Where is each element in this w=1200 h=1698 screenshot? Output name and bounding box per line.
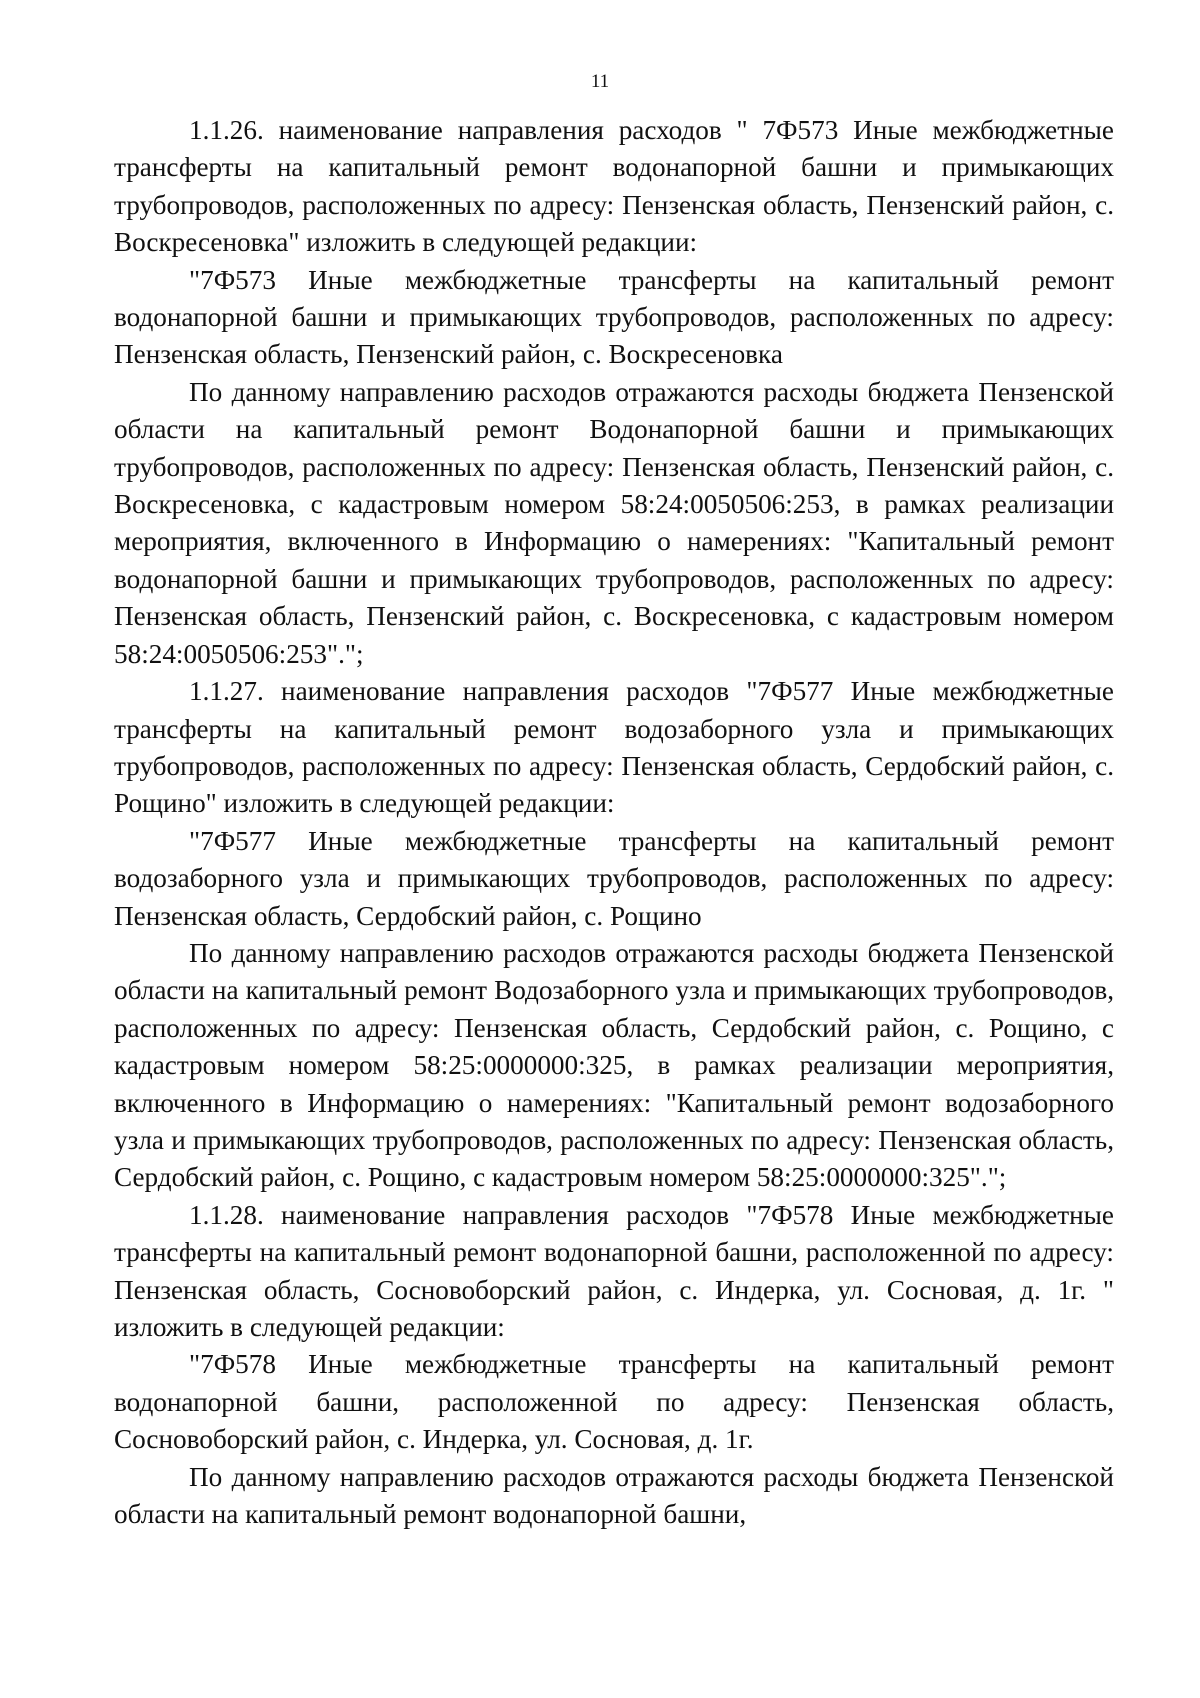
page-number: 11 xyxy=(590,71,610,92)
paragraph-1-1-28-heading: 1.1.28. наименование направления расходов "7Ф578 Иные межбюджетные трансферты на капитальный ремонт водонапорной башни, расположенной по адресу: Пензенская область, Сосновоборский район, с. Индерка, ул. Сосновая, д. 1г. " изложить в следующей редакции: xyxy=(114,1199,1114,1342)
paragraph-7f578-title: "7Ф578 Иные межбюджетные трансферты на капитальный ремонт водонапорной башни, расположенной по адресу: Пензенская область, Сосновоборский район, с. Индерка, ул. Сосновая, д. 1г. xyxy=(114,1349,1114,1455)
paragraph-7f577-title: "7Ф577 Иные межбюджетные трансферты на капитальный ремонт водозаборного узла и примыкающих трубопроводов, расположенных по адресу: Пензенская область, Сердобский район, с. Рощино xyxy=(114,825,1114,931)
paragraph-7f577-description: По данному направлению расходов отражаются расходы бюджета Пензенской области на капитальный ремонт Водозаборного узла и примыкающих трубопроводов, расположенных по адресу: Пензенская область, Сердобский район, с. Рощино, с кадастровым номером 58:25:0000000:325, в рамках реализации мероприятия, включенного в Информацию о намерениях: "Капитальный ремонт водозаборного узла и примыкающих трубопроводов, расположенных по адресу: Пензенская область, Сердобский район, с. Рощино, с кадастровым номером 58:25:0000000:325"."; xyxy=(114,937,1114,1193)
paragraph-7f573-title: "7Ф573 Иные межбюджетные трансферты на капитальный ремонт водонапорной башни и примыкающих трубопроводов, расположенных по адресу: Пензенская область, Пензенский район, с. Воскресеновка xyxy=(114,264,1114,370)
document-body xyxy=(114,112,1114,1533)
paragraph-1-1-27-heading: 1.1.27. наименование направления расходов "7Ф577 Иные межбюджетные трансферты на капитальный ремонт водозаборного узла и примыкающих трубопроводов, расположенных по адресу: Пензенская область, Сердобский район, с. Рощино" изложить в следующей редакции: xyxy=(114,676,1114,819)
paragraph-7f573-description: По данному направлению расходов отражаются расходы бюджета Пензенской области на капитальный ремонт Водонапорной башни и примыкающих трубопроводов, расположенных по адресу: Пензенская область, Пензенский район, с. Воскресеновка, с кадастровым номером 58:24:0050506:253, в рамках реализации мероприятия, включенного в Информацию о намерениях: "Капитальный ремонт водонапорной башни и примыкающих трубопроводов, расположенных по адресу: Пензенская область, Пензенский район, с. Воскресеновка, с кадастровым номером 58:24:0050506:253"."; xyxy=(114,376,1114,669)
paragraph-7f578-description: По данному направлению расходов отражаются расходы бюджета Пензенской области на капитальный ремонт водонапорной башни, xyxy=(114,1461,1114,1530)
paragraph-1-1-26-heading: 1.1.26. наименование направления расходов " 7Ф573 Иные межбюджетные трансферты на капитальный ремонт водонапорной башни и примыкающих трубопроводов, расположенных по адресу: Пензенская область, Пензенский район, с. Воскресеновка" изложить в следующей редакции: xyxy=(114,115,1114,258)
